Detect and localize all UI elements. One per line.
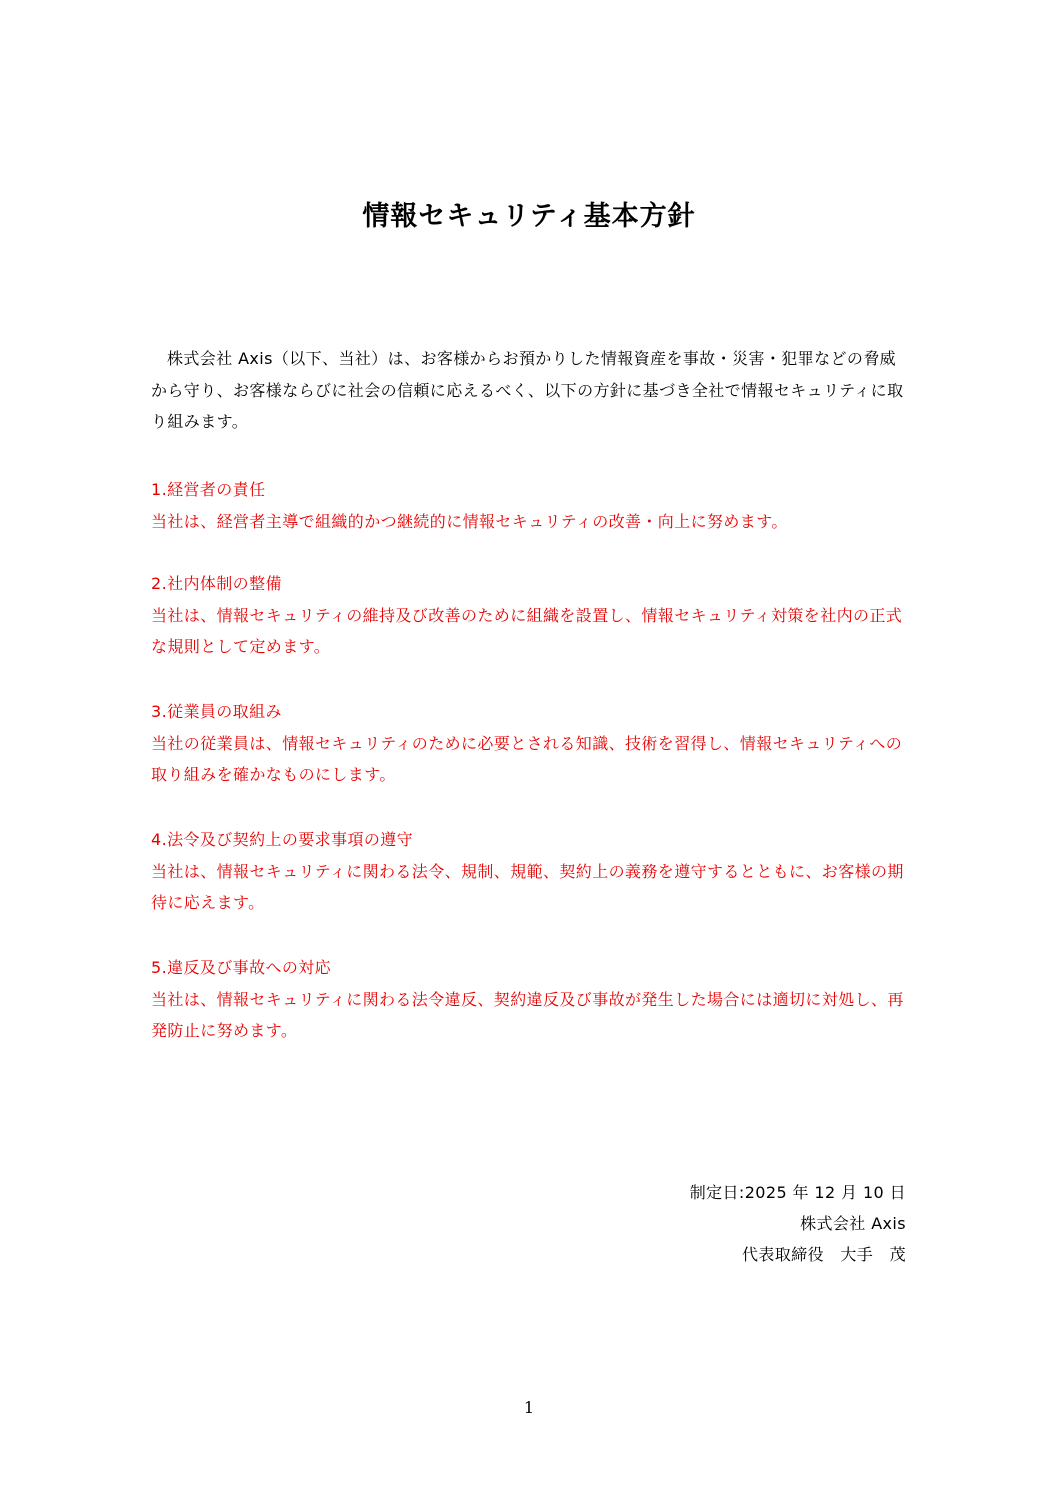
policy-body: 当社の従業員は、情報セキュリティのために必要とされる知識、技術を習得し、情報セキュリティへの取り組みを確かなものにします。 <box>151 733 903 784</box>
policy-section-1 <box>151 474 911 537</box>
policy-body: 当社は、情報セキュリティに関わる法令違反、契約違反及び事故が発生した場合には適切に対処し、再発防止に努めます。 <box>151 989 904 1040</box>
policy-section-4 <box>151 824 911 919</box>
policy-section-3 <box>151 696 911 791</box>
company-name: 株式会社 Axis <box>800 1214 906 1233</box>
intro-paragraph: 株式会社 Axis（以下、当社）は、お客様からお預かりした情報資産を事故・災害・犯罪などの脅威から守り、お客様ならびに社会の信頼に応えるべく、以下の方針に基づき全社で情報セキュリティに取り組みます。 <box>151 349 904 431</box>
policy-heading: 2.社内体制の整備 <box>151 574 282 593</box>
policy-body: 当社は、経営者主導で組織的かつ継続的に情報セキュリティの改善・向上に努めます。 <box>151 511 788 531</box>
enactment-date: 制定日:2025 年 12 月 10 日 <box>689 1183 906 1202</box>
policy-section-2 <box>151 568 911 663</box>
signature-block <box>690 1177 906 1270</box>
representative-name: 代表取締役 大手 茂 <box>741 1245 906 1264</box>
policy-heading: 3.従業員の取組み <box>151 702 282 721</box>
page-number: 1 <box>523 1398 535 1417</box>
policy-heading: 4.法令及び契約上の要求事項の遵守 <box>151 830 414 849</box>
policy-heading: 5.違反及び事故への対応 <box>151 958 332 977</box>
policy-section-5 <box>151 952 911 1047</box>
policy-heading: 1.経営者の責任 <box>151 480 266 499</box>
policy-body: 当社は、情報セキュリティの維持及び改善のために組織を設置し、情報セキュリティ対策を社内の正式な規則として定めます。 <box>151 605 903 656</box>
document-title: 情報セキュリティ基本方針 <box>362 201 696 232</box>
policy-body: 当社は、情報セキュリティに関わる法令、規制、規範、契約上の義務を遵守するとともに、お客様の期待に応えます。 <box>151 861 904 912</box>
